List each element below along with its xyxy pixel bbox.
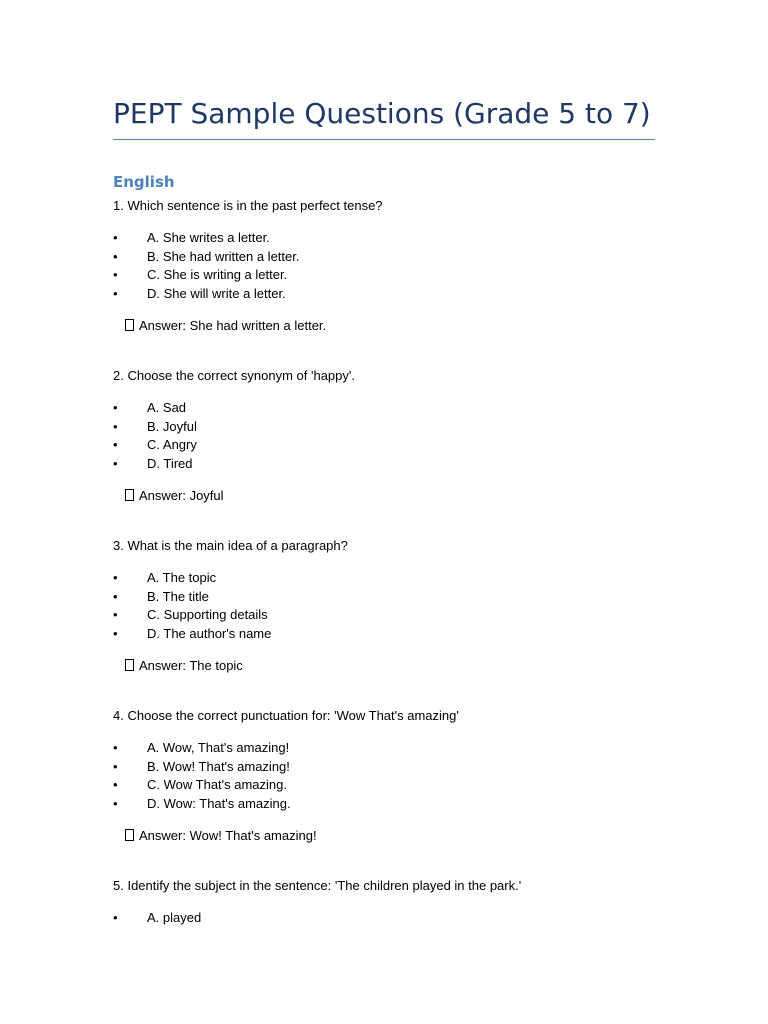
bullet-icon: • bbox=[113, 795, 118, 811]
option-list bbox=[113, 569, 713, 644]
missing-glyph-icon bbox=[125, 659, 134, 671]
option-item bbox=[113, 455, 713, 474]
option-item bbox=[113, 248, 713, 267]
missing-glyph-icon bbox=[125, 319, 134, 331]
option-text: A. Wow, That's amazing! bbox=[147, 740, 290, 755]
missing-glyph-icon bbox=[125, 489, 134, 501]
section-heading-english: English bbox=[113, 173, 175, 191]
option-list bbox=[113, 739, 713, 814]
question-text: 3. What is the main idea of a paragraph? bbox=[113, 538, 348, 553]
bullet-icon: • bbox=[113, 437, 118, 453]
option-text: C. Wow That's amazing. bbox=[147, 777, 287, 793]
option-item bbox=[113, 569, 713, 588]
option-text: D. Tired bbox=[147, 455, 193, 471]
option-text: C. Supporting details bbox=[147, 607, 268, 623]
bullet-icon: • bbox=[113, 230, 118, 245]
option-item bbox=[113, 229, 713, 248]
option-item bbox=[113, 795, 713, 814]
option-list bbox=[113, 909, 713, 928]
answer-text: Answer: She had written a letter. bbox=[139, 317, 327, 333]
option-text: D. Wow: That's amazing. bbox=[147, 795, 291, 811]
option-text: D. The author's name bbox=[147, 625, 272, 641]
page-title: PEPT Sample Questions (Grade 5 to 7) bbox=[113, 97, 651, 130]
option-text: B. She had written a letter. bbox=[147, 248, 300, 264]
bullet-icon: • bbox=[113, 418, 118, 434]
option-item bbox=[113, 436, 713, 455]
question-text: 5. Identify the subject in the sentence: 'The children played in the park.' bbox=[113, 878, 522, 893]
option-item bbox=[113, 758, 713, 777]
missing-glyph-icon bbox=[125, 829, 134, 841]
bullet-icon: • bbox=[113, 267, 118, 283]
option-text: B. Wow! That's amazing! bbox=[147, 758, 290, 774]
answer-text: Answer: Wow! That's amazing! bbox=[139, 827, 317, 843]
answer-text: Answer: The topic bbox=[139, 657, 243, 673]
option-item bbox=[113, 909, 713, 928]
bullet-icon: • bbox=[113, 607, 118, 623]
bullet-icon: • bbox=[113, 740, 118, 755]
option-item bbox=[113, 418, 713, 437]
option-text: B. Joyful bbox=[147, 418, 197, 434]
question-4 bbox=[113, 707, 713, 845]
question-text: 1. Which sentence is in the past perfect tense? bbox=[113, 198, 383, 213]
option-item bbox=[113, 285, 713, 304]
option-list bbox=[113, 229, 713, 304]
question-5 bbox=[113, 877, 713, 928]
option-item bbox=[113, 588, 713, 607]
option-item bbox=[113, 606, 713, 625]
answer-line bbox=[125, 317, 713, 335]
bullet-icon: • bbox=[113, 910, 118, 925]
option-text: C. Angry bbox=[147, 437, 197, 453]
answer-text: Answer: Joyful bbox=[139, 487, 224, 503]
question-3 bbox=[113, 537, 713, 675]
option-list bbox=[113, 399, 713, 474]
answer-line bbox=[125, 657, 713, 675]
bullet-icon: • bbox=[113, 455, 118, 471]
bullet-icon: • bbox=[113, 570, 118, 585]
option-text: B. The title bbox=[147, 588, 209, 604]
option-item bbox=[113, 625, 713, 644]
answer-line bbox=[125, 487, 713, 505]
option-text: A. She writes a letter. bbox=[147, 230, 270, 245]
question-text: 2. Choose the correct synonym of 'happy'. bbox=[113, 368, 355, 383]
bullet-icon: • bbox=[113, 777, 118, 793]
option-text: A. Sad bbox=[147, 400, 187, 415]
bullet-icon: • bbox=[113, 625, 118, 641]
question-1 bbox=[113, 197, 713, 335]
option-text: C. She is writing a letter. bbox=[147, 267, 288, 283]
question-text: 4. Choose the correct punctuation for: 'Wow That's amazing' bbox=[113, 708, 459, 723]
option-item bbox=[113, 266, 713, 285]
bullet-icon: • bbox=[113, 588, 118, 604]
answer-line bbox=[125, 827, 713, 845]
bullet-icon: • bbox=[113, 285, 118, 301]
option-text: A. The topic bbox=[147, 570, 217, 585]
option-text: A. played bbox=[147, 910, 202, 925]
bullet-icon: • bbox=[113, 248, 118, 264]
option-text: D. She will write a letter. bbox=[147, 285, 286, 301]
bullet-icon: • bbox=[113, 758, 118, 774]
title-underline bbox=[113, 139, 655, 140]
question-2 bbox=[113, 367, 713, 505]
option-item bbox=[113, 776, 713, 795]
bullet-icon: • bbox=[113, 400, 118, 415]
option-item bbox=[113, 739, 713, 758]
option-item bbox=[113, 399, 713, 418]
